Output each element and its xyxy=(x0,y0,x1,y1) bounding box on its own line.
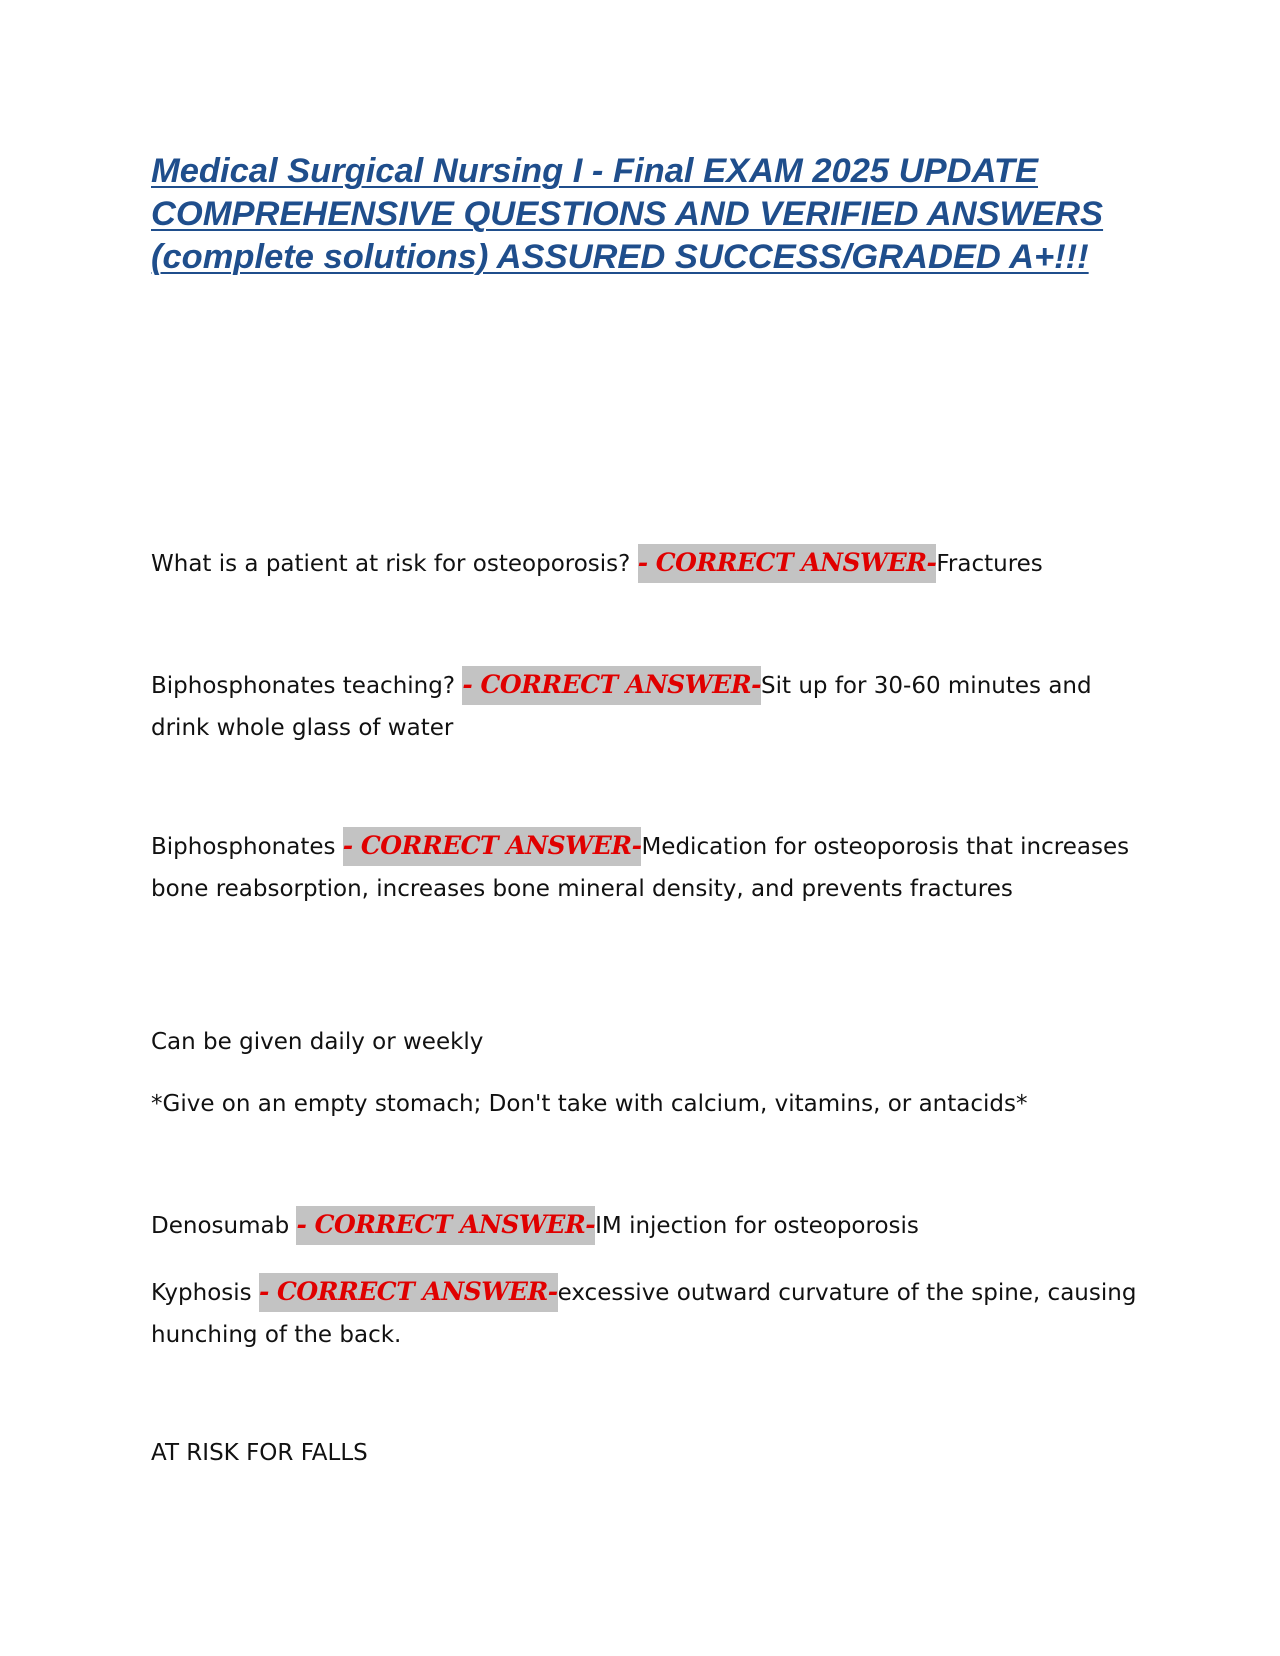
correct-answer-tag: - CORRECT ANSWER- xyxy=(638,544,937,583)
answer-text: excessive outward curvature of the spine, causing hunching of the back. xyxy=(151,1280,1137,1348)
note-text: *Give on an empty stomach; Don't take with calcium, vitamins, or antacids* xyxy=(151,1091,1028,1117)
question-text: Biphosphonates teaching? xyxy=(151,673,463,699)
correct-answer-tag: - CORRECT ANSWER- xyxy=(462,666,761,705)
answer-text: Fractures xyxy=(936,551,1043,577)
document-title: Medical Surgical Nursing I - Final EXAM 2025 UPDATE COMPREHENSIVE QUESTIONS AND VERIFIED ANSWERS (complete solutions) ASSURED SUCCESS/GRADED A+!!! xyxy=(151,152,1104,276)
answer-text: Medication for osteoporosis that increases bone reabsorption, increases bone mineral density, and prevents fractures xyxy=(151,834,1130,902)
question-text: Kyphosis xyxy=(151,1280,259,1306)
qa-item xyxy=(151,1271,1141,1356)
answer-text: IM injection for osteoporosis xyxy=(595,1213,919,1239)
section-label: AT RISK FOR FALLS xyxy=(151,1440,368,1466)
qa-item xyxy=(151,1204,1141,1247)
answer-text: Sit up for 30-60 minutes and drink whole glass of water xyxy=(151,673,1092,741)
qa-item xyxy=(151,825,1141,910)
correct-answer-tag: - CORRECT ANSWER- xyxy=(343,827,642,866)
correct-answer-tag: - CORRECT ANSWER- xyxy=(259,1273,558,1312)
question-text: What is a patient at risk for osteoporosis? xyxy=(151,551,638,577)
qa-item xyxy=(151,542,1141,585)
correct-answer-tag: - CORRECT ANSWER- xyxy=(296,1206,595,1245)
note-text: Can be given daily or weekly xyxy=(151,1029,484,1055)
qa-item xyxy=(151,664,1141,749)
question-text: Biphosphonates xyxy=(151,834,343,860)
question-text: Denosumab xyxy=(151,1213,297,1239)
